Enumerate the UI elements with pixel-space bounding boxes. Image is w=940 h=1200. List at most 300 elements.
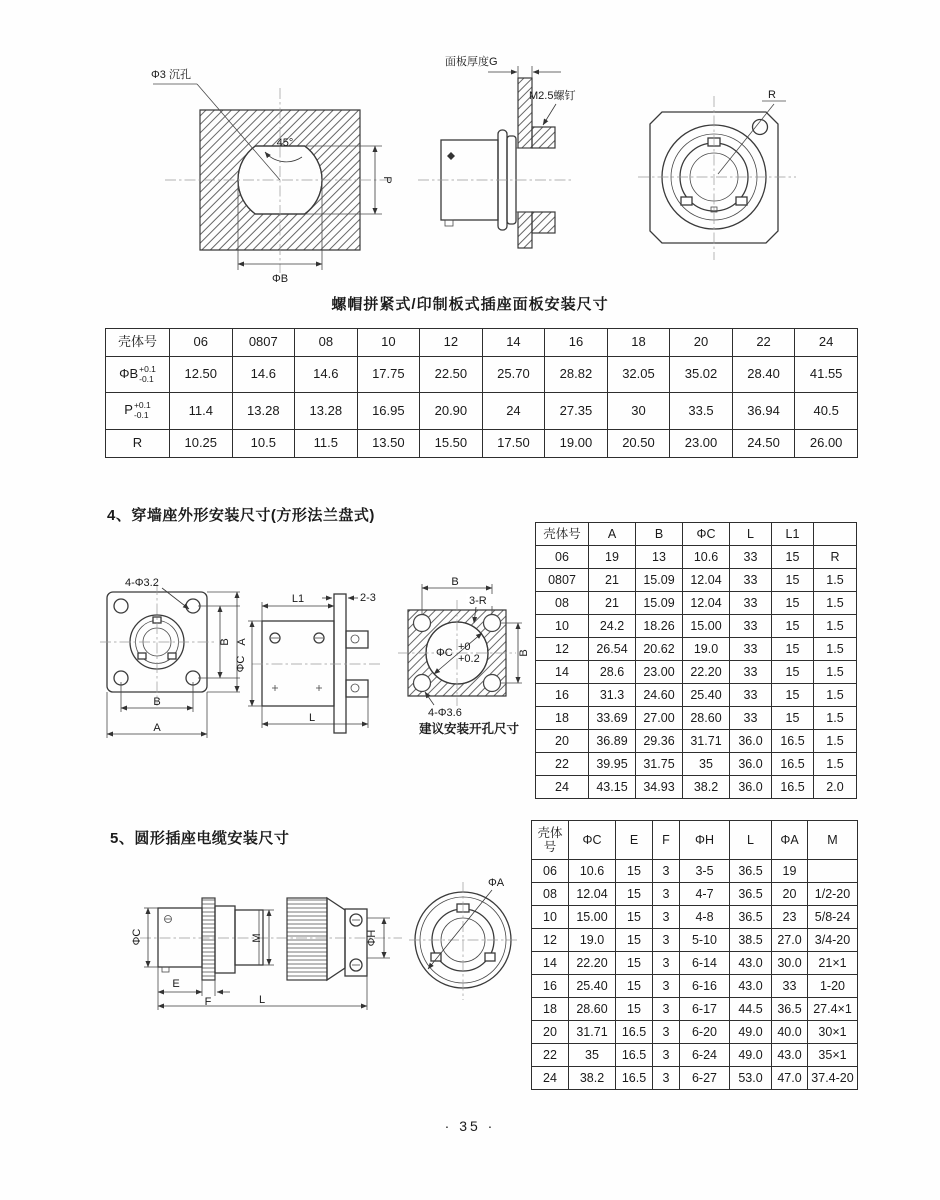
table-cell: 38.2 bbox=[683, 776, 730, 799]
table-cell: 15 bbox=[616, 883, 653, 906]
table-cell: 24 bbox=[532, 1067, 569, 1090]
table-cell: 15 bbox=[772, 569, 814, 592]
cable-mount-front-view bbox=[409, 877, 517, 1000]
table-cell: 6-27 bbox=[680, 1067, 730, 1090]
panel-thickness-dimension bbox=[445, 54, 561, 78]
table-cell: 28.82 bbox=[545, 357, 608, 393]
panel-mount-table bbox=[105, 328, 858, 458]
table-cell: 44.5 bbox=[730, 998, 772, 1021]
table-header-row bbox=[536, 523, 857, 546]
table-cell: 31.75 bbox=[636, 753, 683, 776]
table-cell: R bbox=[106, 429, 170, 457]
panel-thickness-label: 面板厚度G bbox=[445, 56, 498, 68]
table-cell: 47.0 bbox=[772, 1067, 808, 1090]
table-cell: 33 bbox=[730, 592, 772, 615]
table-cell: 22 bbox=[536, 753, 589, 776]
table-row bbox=[106, 429, 858, 457]
table-row bbox=[106, 393, 858, 429]
screw-mark bbox=[447, 152, 455, 160]
table-cell: 25.40 bbox=[683, 684, 730, 707]
table-cell: 36.0 bbox=[730, 753, 772, 776]
table-cell: 15 bbox=[616, 975, 653, 998]
table-cell: 5/8-24 bbox=[808, 906, 858, 929]
front-a-right-label: A bbox=[236, 638, 248, 646]
counterbore-label: Φ3 沉孔 bbox=[151, 69, 191, 81]
table-cell: 36.0 bbox=[730, 776, 772, 799]
table-cell: 4-7 bbox=[680, 883, 730, 906]
table-cell: 5-10 bbox=[680, 929, 730, 952]
table-header-cell: B bbox=[636, 523, 683, 546]
table-cell: 23.00 bbox=[670, 429, 733, 457]
table-cell: 24.60 bbox=[636, 684, 683, 707]
table-header-cell: L bbox=[730, 523, 772, 546]
table-header-cell: 22 bbox=[732, 329, 795, 357]
cutout-phi-c-label: ΦC bbox=[436, 647, 453, 659]
l1-dim-label: L1 bbox=[291, 593, 305, 605]
table-cell: 28.6 bbox=[589, 661, 636, 684]
table-cell: 26.00 bbox=[795, 429, 858, 457]
screw-label: M2.5螺钉 bbox=[529, 90, 576, 102]
table-cell: 21×1 bbox=[808, 952, 858, 975]
table-cell: 31.3 bbox=[589, 684, 636, 707]
cutout-phi-c-tol-top: +0 bbox=[458, 641, 471, 653]
table-cell: 15 bbox=[772, 684, 814, 707]
front-a-dim-label: A bbox=[153, 722, 161, 734]
e-dim-label: E bbox=[172, 978, 180, 990]
table-cell: 28.40 bbox=[732, 357, 795, 393]
table-cell: 1/2-20 bbox=[808, 883, 858, 906]
table-cell: 14.6 bbox=[232, 357, 295, 393]
table-cell: 16 bbox=[536, 684, 589, 707]
table-cell: 15 bbox=[616, 929, 653, 952]
table-cell: 3 bbox=[653, 998, 680, 1021]
table-cell: 3 bbox=[653, 952, 680, 975]
table-cell: 10 bbox=[536, 615, 589, 638]
table-cell: 12 bbox=[532, 929, 569, 952]
table-cell: 33.69 bbox=[589, 707, 636, 730]
table-cell: 15 bbox=[616, 860, 653, 883]
table-header-cell: 10 bbox=[357, 329, 420, 357]
table-cell: 24 bbox=[482, 393, 545, 429]
table-cell: 30.0 bbox=[772, 952, 808, 975]
table-cell: 6-17 bbox=[680, 998, 730, 1021]
table-cell: 1.5 bbox=[814, 707, 857, 730]
table-cell: 22.20 bbox=[683, 661, 730, 684]
flange-thickness-label: 2-3 bbox=[360, 592, 376, 604]
table-cell: 33.5 bbox=[670, 393, 733, 429]
table-cell: 06 bbox=[536, 546, 589, 569]
table-cell: 43.0 bbox=[730, 975, 772, 998]
table-header-cell: L1 bbox=[772, 523, 814, 546]
table-cell: 35×1 bbox=[808, 1044, 858, 1067]
table-cell: 1.5 bbox=[814, 569, 857, 592]
table-cell: 36.89 bbox=[589, 730, 636, 753]
table-cell: 30 bbox=[607, 393, 670, 429]
table-cell: 36.5 bbox=[730, 860, 772, 883]
panel-cutout-geometry bbox=[153, 84, 390, 273]
table-header-cell: 16 bbox=[545, 329, 608, 357]
table-cell bbox=[808, 860, 858, 883]
table-cell: 17.75 bbox=[357, 357, 420, 393]
table-cell: 15 bbox=[616, 998, 653, 1021]
side-phi-c-label: ΦC bbox=[235, 655, 247, 673]
corner-r-label: 3-R bbox=[469, 595, 487, 607]
table-cell: 11.4 bbox=[170, 393, 233, 429]
table-cell: 6-20 bbox=[680, 1021, 730, 1044]
table-row bbox=[532, 1044, 858, 1067]
table-cell: 33 bbox=[772, 975, 808, 998]
table-header-cell: 24 bbox=[795, 329, 858, 357]
table-row bbox=[536, 730, 857, 753]
table-cell: 23 bbox=[772, 906, 808, 929]
table-header-cell: 06 bbox=[170, 329, 233, 357]
table-cell: 37.4-20 bbox=[808, 1067, 858, 1090]
table-row bbox=[536, 569, 857, 592]
table-row bbox=[106, 357, 858, 393]
table-cell: 3 bbox=[653, 906, 680, 929]
table-header-cell: M bbox=[808, 821, 858, 860]
m-dim-label: M bbox=[251, 933, 263, 943]
table-cell: 10 bbox=[532, 906, 569, 929]
phi-c-dim-label: ΦC bbox=[131, 928, 143, 946]
table-cell: P +0.1 -0.1 bbox=[106, 393, 170, 429]
table-cell: 08 bbox=[536, 592, 589, 615]
table-cell: 12 bbox=[536, 638, 589, 661]
table-header-cell bbox=[814, 523, 857, 546]
table-row bbox=[532, 1067, 858, 1090]
table-cell: 15 bbox=[772, 592, 814, 615]
r-label: R bbox=[768, 89, 776, 101]
front-view-geometry bbox=[638, 96, 796, 260]
section4-heading: 4、穿墙座外形安装尺寸(方形法兰盘式) bbox=[107, 507, 375, 524]
table-header-cell: ΦH bbox=[680, 821, 730, 860]
table-cell: 33 bbox=[730, 684, 772, 707]
table-row bbox=[536, 546, 857, 569]
table-cell: 16 bbox=[532, 975, 569, 998]
table-row bbox=[532, 883, 858, 906]
table-cell: 36.94 bbox=[732, 393, 795, 429]
table-cell: 15 bbox=[616, 906, 653, 929]
table-cell: 15.09 bbox=[636, 569, 683, 592]
table-cell: 08 bbox=[532, 883, 569, 906]
f-dim-label: F bbox=[204, 996, 212, 1008]
phi-a-label: ΦA bbox=[488, 877, 505, 889]
cutout-b-right-label: B bbox=[518, 649, 530, 657]
angle-label: 45° bbox=[276, 137, 294, 149]
table-cell: 19 bbox=[772, 860, 808, 883]
r-callout bbox=[718, 89, 786, 174]
table-header-cell: 20 bbox=[670, 329, 733, 357]
table-cell: 33 bbox=[730, 661, 772, 684]
table-cell: 1.5 bbox=[814, 592, 857, 615]
table-header-cell: ΦC bbox=[569, 821, 616, 860]
table-cell: 14.6 bbox=[295, 357, 358, 393]
table-row bbox=[532, 929, 858, 952]
table-cell: 18 bbox=[536, 707, 589, 730]
table-header-row bbox=[106, 329, 858, 357]
table-cell: 3 bbox=[653, 883, 680, 906]
table-cell: 10.25 bbox=[170, 429, 233, 457]
table-cell: 1.5 bbox=[814, 661, 857, 684]
table-cell: 33 bbox=[730, 707, 772, 730]
table-cell: 24 bbox=[536, 776, 589, 799]
cable-backshell-view bbox=[287, 898, 390, 980]
table-cell: 28.60 bbox=[569, 998, 616, 1021]
table-cell: 12.50 bbox=[170, 357, 233, 393]
table-cell: 22.50 bbox=[420, 357, 483, 393]
table-cell: 10.5 bbox=[232, 429, 295, 457]
table-cell: 29.36 bbox=[636, 730, 683, 753]
cutout-phi-c-tol-bottom: +0.2 bbox=[458, 653, 480, 665]
table-header-cell: 14 bbox=[482, 329, 545, 357]
table-cell: 22.20 bbox=[569, 952, 616, 975]
table-cell: 20.50 bbox=[607, 429, 670, 457]
table-cell: 3-5 bbox=[680, 860, 730, 883]
panel-mount-side-drawing bbox=[393, 52, 623, 292]
table-cell: 13 bbox=[636, 546, 683, 569]
table-cell: 19.0 bbox=[683, 638, 730, 661]
table-cell: 2.0 bbox=[814, 776, 857, 799]
table-cell: 31.71 bbox=[569, 1021, 616, 1044]
table-cell: 32.05 bbox=[607, 357, 670, 393]
table-cell: 28.60 bbox=[683, 707, 730, 730]
table-cell: 13.28 bbox=[232, 393, 295, 429]
table-cell: 16.5 bbox=[772, 753, 814, 776]
table-cell: 35 bbox=[683, 753, 730, 776]
table-cell: 10.6 bbox=[569, 860, 616, 883]
table-cell: 16.5 bbox=[772, 730, 814, 753]
table-cell: 3 bbox=[653, 860, 680, 883]
wall-mount-side-view bbox=[235, 592, 382, 733]
table-row bbox=[536, 684, 857, 707]
table-cell: 25.40 bbox=[569, 975, 616, 998]
table-cell: 12.04 bbox=[683, 569, 730, 592]
front-b-dim-label: B bbox=[153, 696, 161, 708]
table-cell: 14 bbox=[532, 952, 569, 975]
table-cell: 38.2 bbox=[569, 1067, 616, 1090]
front-b-right-label: B bbox=[219, 638, 231, 646]
table-cell: 15.09 bbox=[636, 592, 683, 615]
table-cell: 6-16 bbox=[680, 975, 730, 998]
table-cell: ΦB +0.1 -0.1 bbox=[106, 357, 170, 393]
table-cell: 1-20 bbox=[808, 975, 858, 998]
table-cell: 17.50 bbox=[482, 429, 545, 457]
table-cell: 13.50 bbox=[357, 429, 420, 457]
table-cell: 39.95 bbox=[589, 753, 636, 776]
table-cell: 33 bbox=[730, 615, 772, 638]
table-cell: 27.0 bbox=[772, 929, 808, 952]
table-row bbox=[536, 615, 857, 638]
table-cell: 33 bbox=[730, 546, 772, 569]
table-cell: 53.0 bbox=[730, 1067, 772, 1090]
table-cell: 40.5 bbox=[795, 393, 858, 429]
table-cell: 31.71 bbox=[683, 730, 730, 753]
table-cell: 19 bbox=[589, 546, 636, 569]
table-row bbox=[536, 776, 857, 799]
table-header-row bbox=[532, 821, 858, 860]
table-cell: 27.00 bbox=[636, 707, 683, 730]
table-cell: 4-8 bbox=[680, 906, 730, 929]
table-cell: 33 bbox=[730, 569, 772, 592]
table-cell: 15.00 bbox=[683, 615, 730, 638]
cable-mount-drawings bbox=[112, 866, 524, 1038]
table-row bbox=[532, 1021, 858, 1044]
table-cell: 15 bbox=[772, 707, 814, 730]
table-cell: 16.5 bbox=[616, 1021, 653, 1044]
table-cell: 21 bbox=[589, 592, 636, 615]
table-cell: 16.5 bbox=[616, 1067, 653, 1090]
table-cell: 13.28 bbox=[295, 393, 358, 429]
table-cell: 33 bbox=[730, 638, 772, 661]
table-cell: 38.5 bbox=[730, 929, 772, 952]
table-cell: 16.5 bbox=[772, 776, 814, 799]
screw-callout bbox=[529, 88, 575, 125]
cutout-note: 建议安装开孔尺寸 bbox=[419, 722, 520, 736]
page-number: · 35 · bbox=[444, 1118, 496, 1134]
table-cell: 16.95 bbox=[357, 393, 420, 429]
table-cell: 21 bbox=[589, 569, 636, 592]
table-row bbox=[532, 998, 858, 1021]
table-cell: 1.5 bbox=[814, 615, 857, 638]
table-header-cell: L bbox=[730, 821, 772, 860]
phi-b-dim-label: ΦB bbox=[271, 273, 289, 285]
table-cell: 3 bbox=[653, 1021, 680, 1044]
table-cell: 24.2 bbox=[589, 615, 636, 638]
cable-mount-side-view bbox=[131, 898, 402, 1010]
table-cell: 15 bbox=[772, 638, 814, 661]
cable-mount-table bbox=[531, 820, 858, 1090]
table-cell: 36.5 bbox=[772, 998, 808, 1021]
table-cell: 19.00 bbox=[545, 429, 608, 457]
table-cell: 06 bbox=[532, 860, 569, 883]
table-cell: 1.5 bbox=[814, 684, 857, 707]
table-cell: 0807 bbox=[536, 569, 589, 592]
side-l-dim-label: L bbox=[308, 712, 316, 724]
table-header-cell: 18 bbox=[607, 329, 670, 357]
table-header-cell: 壳体号 bbox=[536, 523, 589, 546]
table-cell: 3 bbox=[653, 1044, 680, 1067]
table-row bbox=[536, 661, 857, 684]
table-cell: 15 bbox=[772, 661, 814, 684]
table-cell: 26.54 bbox=[589, 638, 636, 661]
table-cell: 15 bbox=[616, 952, 653, 975]
table-cell: 20 bbox=[536, 730, 589, 753]
table-cell: 1.5 bbox=[814, 638, 857, 661]
cutout-holes-label: 4-Φ3.6 bbox=[428, 707, 462, 719]
table-cell: 43.0 bbox=[730, 952, 772, 975]
wall-mount-cutout-view bbox=[398, 576, 530, 719]
wall-mount-front-view bbox=[100, 577, 248, 738]
table-cell: 20.90 bbox=[420, 393, 483, 429]
table-cell: 1.5 bbox=[814, 730, 857, 753]
table-cell: 43.15 bbox=[589, 776, 636, 799]
table-cell: 11.5 bbox=[295, 429, 358, 457]
table-row bbox=[536, 592, 857, 615]
table-cell: 18.26 bbox=[636, 615, 683, 638]
table-cell: 15 bbox=[772, 546, 814, 569]
table-cell: 43.0 bbox=[772, 1044, 808, 1067]
table-header-cell: 壳体号 bbox=[106, 329, 170, 357]
table-cell: 36.0 bbox=[730, 730, 772, 753]
table-cell: 49.0 bbox=[730, 1021, 772, 1044]
table-cell: 6-14 bbox=[680, 952, 730, 975]
table-cell: 20 bbox=[532, 1021, 569, 1044]
table-cell: 27.35 bbox=[545, 393, 608, 429]
table-cell: 36.5 bbox=[730, 906, 772, 929]
front-holes-label: 4-Φ3.2 bbox=[125, 577, 159, 589]
table-cell: 10.6 bbox=[683, 546, 730, 569]
cutout-b-top-label: B bbox=[451, 576, 459, 588]
table-cell: 3 bbox=[653, 975, 680, 998]
table-cell: 49.0 bbox=[730, 1044, 772, 1067]
table-header-cell: 0807 bbox=[232, 329, 295, 357]
table-cell: 34.93 bbox=[636, 776, 683, 799]
table-cell: 14 bbox=[536, 661, 589, 684]
table-cell: 20.62 bbox=[636, 638, 683, 661]
table-cell: 12.04 bbox=[569, 883, 616, 906]
table-cell: 15.00 bbox=[569, 906, 616, 929]
panel-table-title: 螺帽拼紧式/印制板式插座面板安装尺寸 bbox=[331, 296, 609, 313]
table-header-cell: 壳体号 bbox=[532, 821, 569, 860]
table-header-cell: F bbox=[653, 821, 680, 860]
table-cell: 22 bbox=[532, 1044, 569, 1067]
table-cell: 18 bbox=[532, 998, 569, 1021]
flange-front-drawing bbox=[628, 68, 873, 288]
section5-heading: 5、圆形插座电缆安装尺寸 bbox=[110, 830, 290, 847]
table-cell: 15 bbox=[772, 615, 814, 638]
table-cell: 12.04 bbox=[683, 592, 730, 615]
table-cell: 36.5 bbox=[730, 883, 772, 906]
table-cell: 3/4-20 bbox=[808, 929, 858, 952]
table-row bbox=[532, 952, 858, 975]
table-header-cell: A bbox=[589, 523, 636, 546]
side-view-geometry bbox=[418, 78, 576, 248]
table-cell: 3 bbox=[653, 929, 680, 952]
table-cell: 1.5 bbox=[814, 753, 857, 776]
wall-mount-table bbox=[535, 522, 857, 799]
table-header-cell: 08 bbox=[295, 329, 358, 357]
table-cell: 16.5 bbox=[616, 1044, 653, 1067]
phi-h-dim-label: ΦH bbox=[366, 929, 378, 947]
table-cell: 6-24 bbox=[680, 1044, 730, 1067]
table-header-cell: ΦA bbox=[772, 821, 808, 860]
table-row bbox=[532, 906, 858, 929]
table-cell: R bbox=[814, 546, 857, 569]
table-row bbox=[536, 753, 857, 776]
table-cell: 27.4×1 bbox=[808, 998, 858, 1021]
table-row bbox=[536, 707, 857, 730]
table-row bbox=[536, 638, 857, 661]
table-header-cell: E bbox=[616, 821, 653, 860]
table-cell: 19.0 bbox=[569, 929, 616, 952]
table-header-cell: ΦC bbox=[683, 523, 730, 546]
table-cell: 35.02 bbox=[670, 357, 733, 393]
table-cell: 24.50 bbox=[732, 429, 795, 457]
panel-cutout-drawing bbox=[135, 58, 405, 293]
table-cell: 35 bbox=[569, 1044, 616, 1067]
table-cell: 23.00 bbox=[636, 661, 683, 684]
table-cell: 30×1 bbox=[808, 1021, 858, 1044]
table-cell: 20 bbox=[772, 883, 808, 906]
p-dim-label: P bbox=[381, 176, 393, 184]
table-row bbox=[532, 975, 858, 998]
table-cell: 15.50 bbox=[420, 429, 483, 457]
table-cell: 41.55 bbox=[795, 357, 858, 393]
table-cell: 3 bbox=[653, 1067, 680, 1090]
table-cell: 25.70 bbox=[482, 357, 545, 393]
table-cell: 40.0 bbox=[772, 1021, 808, 1044]
table-header-cell: 12 bbox=[420, 329, 483, 357]
